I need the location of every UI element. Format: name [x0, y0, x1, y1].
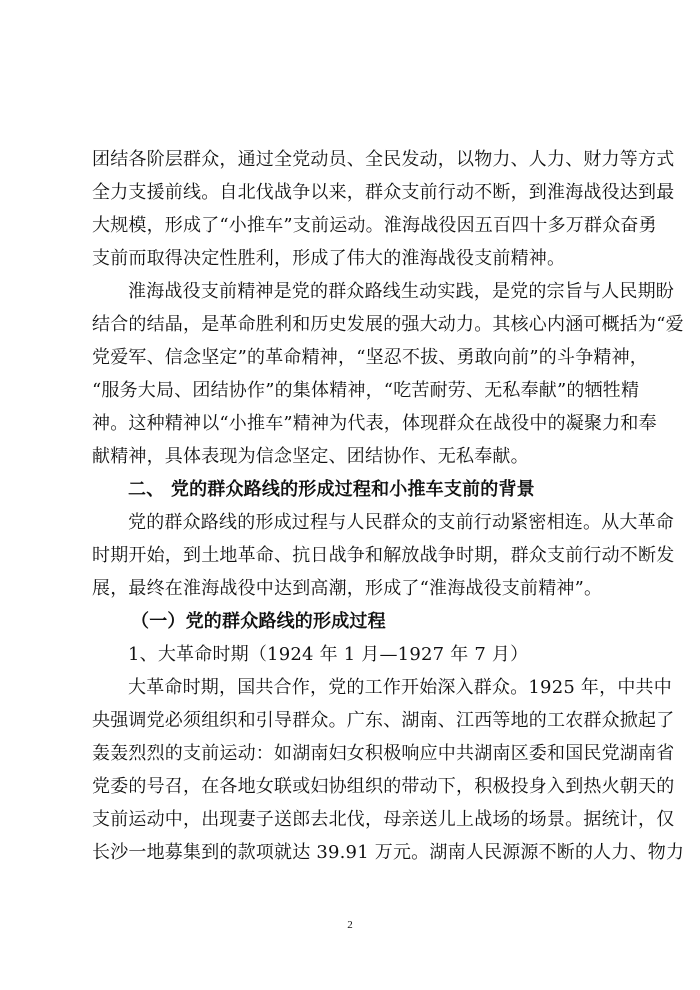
paragraph-4-line-2: 央强调党必须组织和引导群众。广东、湖南、江西等地的工农群众掀起了: [92, 710, 675, 731]
paragraph-4-line-3: 轰轰烈烈的支前运动：如湖南妇女积极响应中共湖南区委和国民党湖南省: [92, 743, 675, 764]
paragraph-2-line-5: 神。这种精神以“小推车”精神为代表，体现群众在战役中的凝聚力和奉: [92, 413, 657, 434]
section-heading-2: 二、 党的群众路线的形成过程和小推车支前的背景: [128, 479, 535, 500]
page-number: 2: [347, 919, 353, 931]
paragraph-4-line-6: 长沙一地募集到的款项就达 39.91 万元。湖南人民源源不断的人力、物力: [92, 842, 685, 863]
paragraph-1-line-1: 团结各阶层群众，通过全党动员、全民发动，以物力、人力、财力等方式: [92, 149, 675, 170]
paragraph-2-line-2: 结合的结晶，是革命胜利和历史发展的强大动力。其核心内涵可概括为“爱: [92, 314, 684, 335]
paragraph-3-line-1: 党的群众路线的形成过程与人民群众的支前行动紧密相连。从大革命: [128, 512, 674, 533]
paragraph-3-line-2: 时期开始，到土地革命、抗日战争和解放战争时期，群众支前行动不断发: [92, 545, 675, 566]
paragraph-1-line-2: 全力支援前线。自北伐战争以来，群众支前行动不断，到淮海战役达到最: [92, 182, 675, 203]
subsection-heading-1: （一）党的群众路线的形成过程: [131, 611, 386, 632]
paragraph-4-line-4: 党委的号召，在各地女联或妇协组织的带动下，积极投身入到热火朝天的: [92, 776, 675, 797]
paragraph-4-line-5: 支前运动中，出现妻子送郎去北伐，母亲送儿上战场的场景。据统计，仅: [92, 809, 675, 830]
paragraph-4-line-1: 大革命时期，国共合作，党的工作开始深入群众。1925 年，中共中: [128, 677, 672, 698]
paragraph-2-line-6: 献精神，具体表现为信念坚定、团结协作、无私奉献。: [92, 446, 529, 467]
paragraph-2-line-1: 淮海战役支前精神是党的群众路线生动实践，是党的宗旨与人民期盼: [128, 281, 674, 302]
period-heading-1: 1、大革命时期（1924 年 1 月—1927 年 7 月）: [128, 644, 529, 665]
paragraph-2-line-3: 党爱军、信念坚定”的革命精神，“坚忍不拔、勇敢向前”的斗争精神，: [92, 347, 649, 368]
paragraph-2-line-4: “服务大局、团结协作”的集体精神，“吃苦耐劳、无私奉献”的牺牲精: [92, 380, 640, 401]
paragraph-3-line-3: 展，最终在淮海战役中达到高潮，形成了“淮海战役支前精神”。: [92, 578, 603, 599]
paragraph-1-line-3: 大规模，形成了“小推车”支前运动。淮海战役因五百四十多万群众奋勇: [92, 215, 657, 236]
paragraph-1-line-4: 支前而取得决定性胜利，形成了伟大的淮海战役支前精神。: [92, 248, 566, 269]
